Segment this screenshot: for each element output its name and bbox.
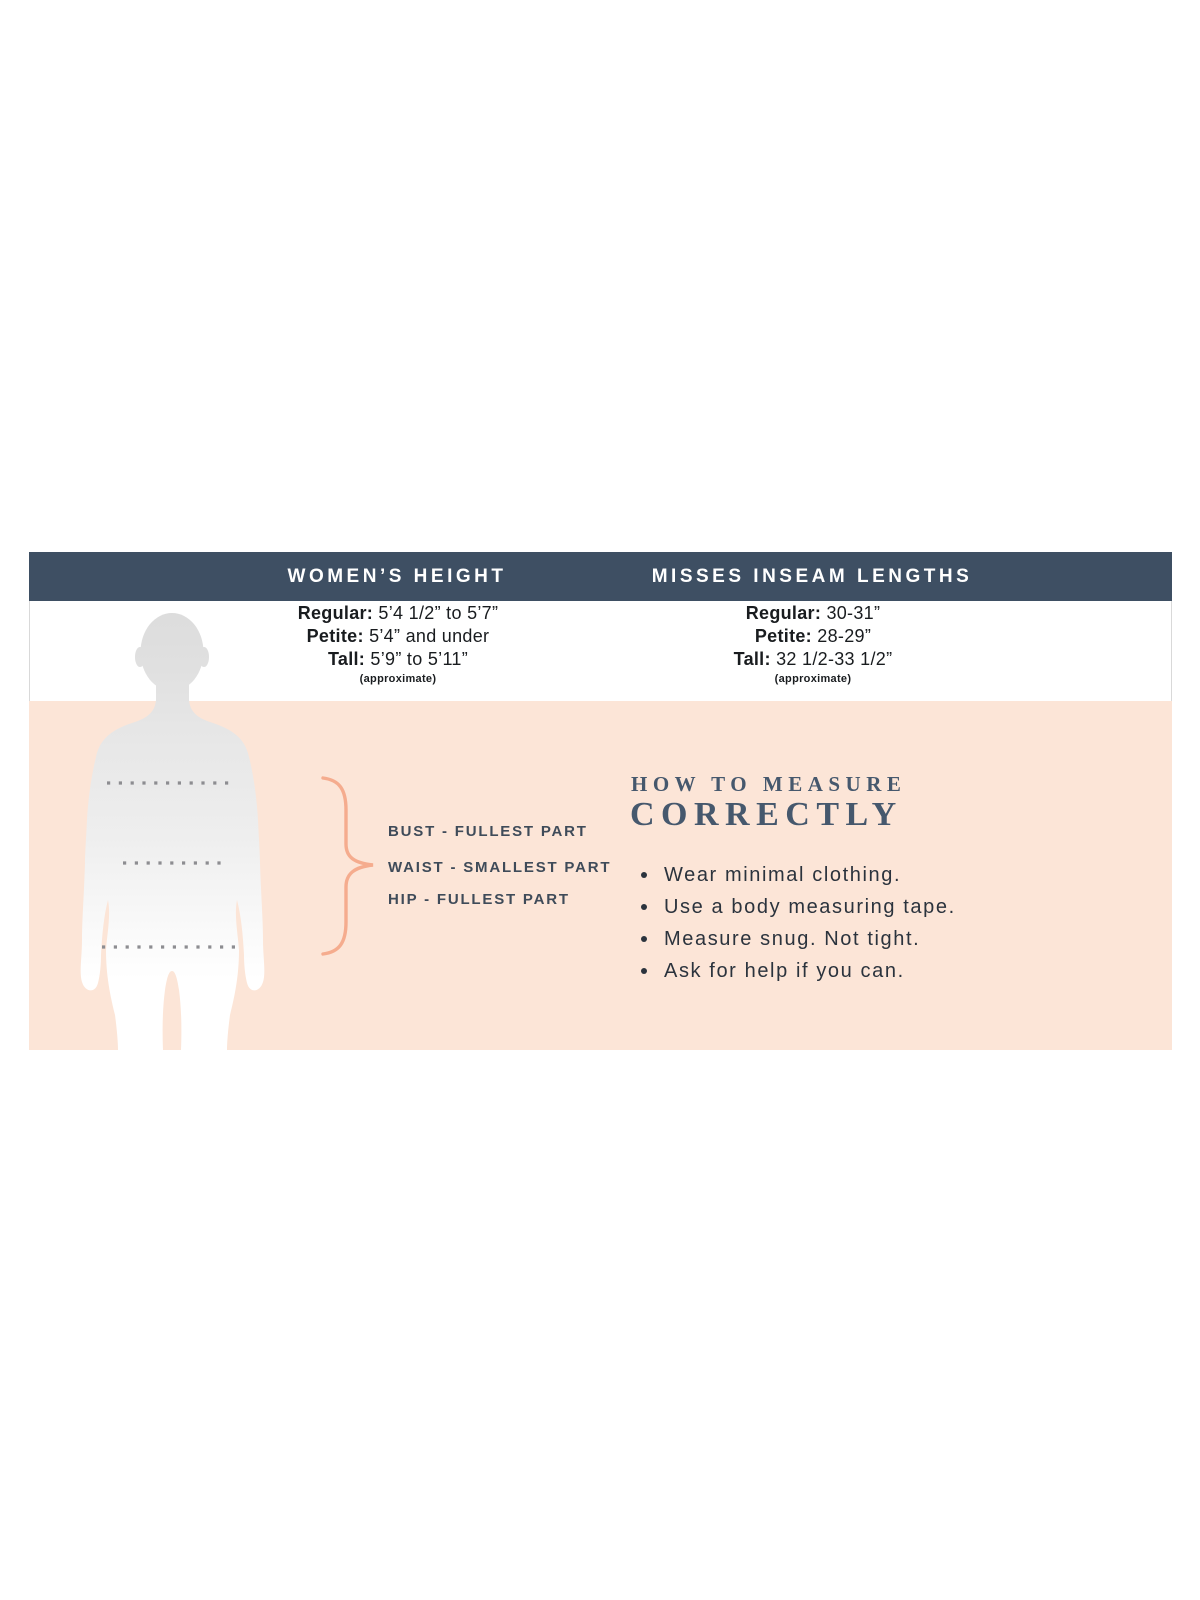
measure-point-hip: HIP - FULLEST PART <box>388 891 570 908</box>
approx-note: (approximate) <box>359 673 437 685</box>
size-guide-panel <box>29 552 1172 1050</box>
spec-value: 30-31” <box>826 603 881 623</box>
tip-item <box>641 927 956 951</box>
tips-list <box>641 863 956 991</box>
bullet-dot-icon <box>641 936 647 942</box>
spec-row <box>583 625 1043 648</box>
spec-value: 5’4 1/2” to 5’7” <box>378 603 499 623</box>
tip-item <box>641 863 956 887</box>
spec-label: Regular: <box>297 603 374 623</box>
how-to-measure-title: HOW TO MEASURE <box>631 772 907 796</box>
spec-label: Tall: <box>327 649 366 669</box>
correctly-title: CORRECTLY <box>630 796 903 833</box>
measure-point-waist: WAIST - SMALLEST PART <box>388 859 612 876</box>
tip-text: Use a body measuring tape. <box>664 895 956 918</box>
spec-row <box>583 602 1043 625</box>
tip-text: Ask for help if you can. <box>664 959 905 982</box>
spec-label: Petite: <box>754 626 812 646</box>
approx-note: (approximate) <box>774 673 852 685</box>
spec-value: 28-29” <box>817 626 872 646</box>
header-bar <box>29 552 1172 601</box>
spec-label: Petite: <box>306 626 364 646</box>
tip-text: Measure snug. Not tight. <box>664 927 921 950</box>
tip-text: Wear minimal clothing. <box>664 863 902 886</box>
tip-item <box>641 959 956 983</box>
spec-value: 5’9” to 5’11” <box>370 649 469 669</box>
spec-label: Regular: <box>745 603 822 623</box>
spec-value: 32 1/2-33 1/2” <box>776 649 893 669</box>
spec-row <box>583 648 1043 671</box>
header-womens-height: WOMEN’S HEIGHT <box>287 566 507 587</box>
curly-brace-icon <box>318 770 380 962</box>
bullet-dot-icon <box>641 872 647 878</box>
spec-label: Tall: <box>733 649 771 669</box>
bullet-dot-icon <box>641 968 647 974</box>
header-misses-inseam: MISSES INSEAM LENGTHS <box>651 566 973 587</box>
measure-point-bust: BUST - FULLEST PART <box>388 823 588 840</box>
bullet-dot-icon <box>641 904 647 910</box>
female-silhouette-icon <box>55 605 295 1050</box>
tip-item <box>641 895 956 919</box>
spec-value: 5’4” and under <box>369 626 490 646</box>
inseam-specs <box>583 602 1043 688</box>
